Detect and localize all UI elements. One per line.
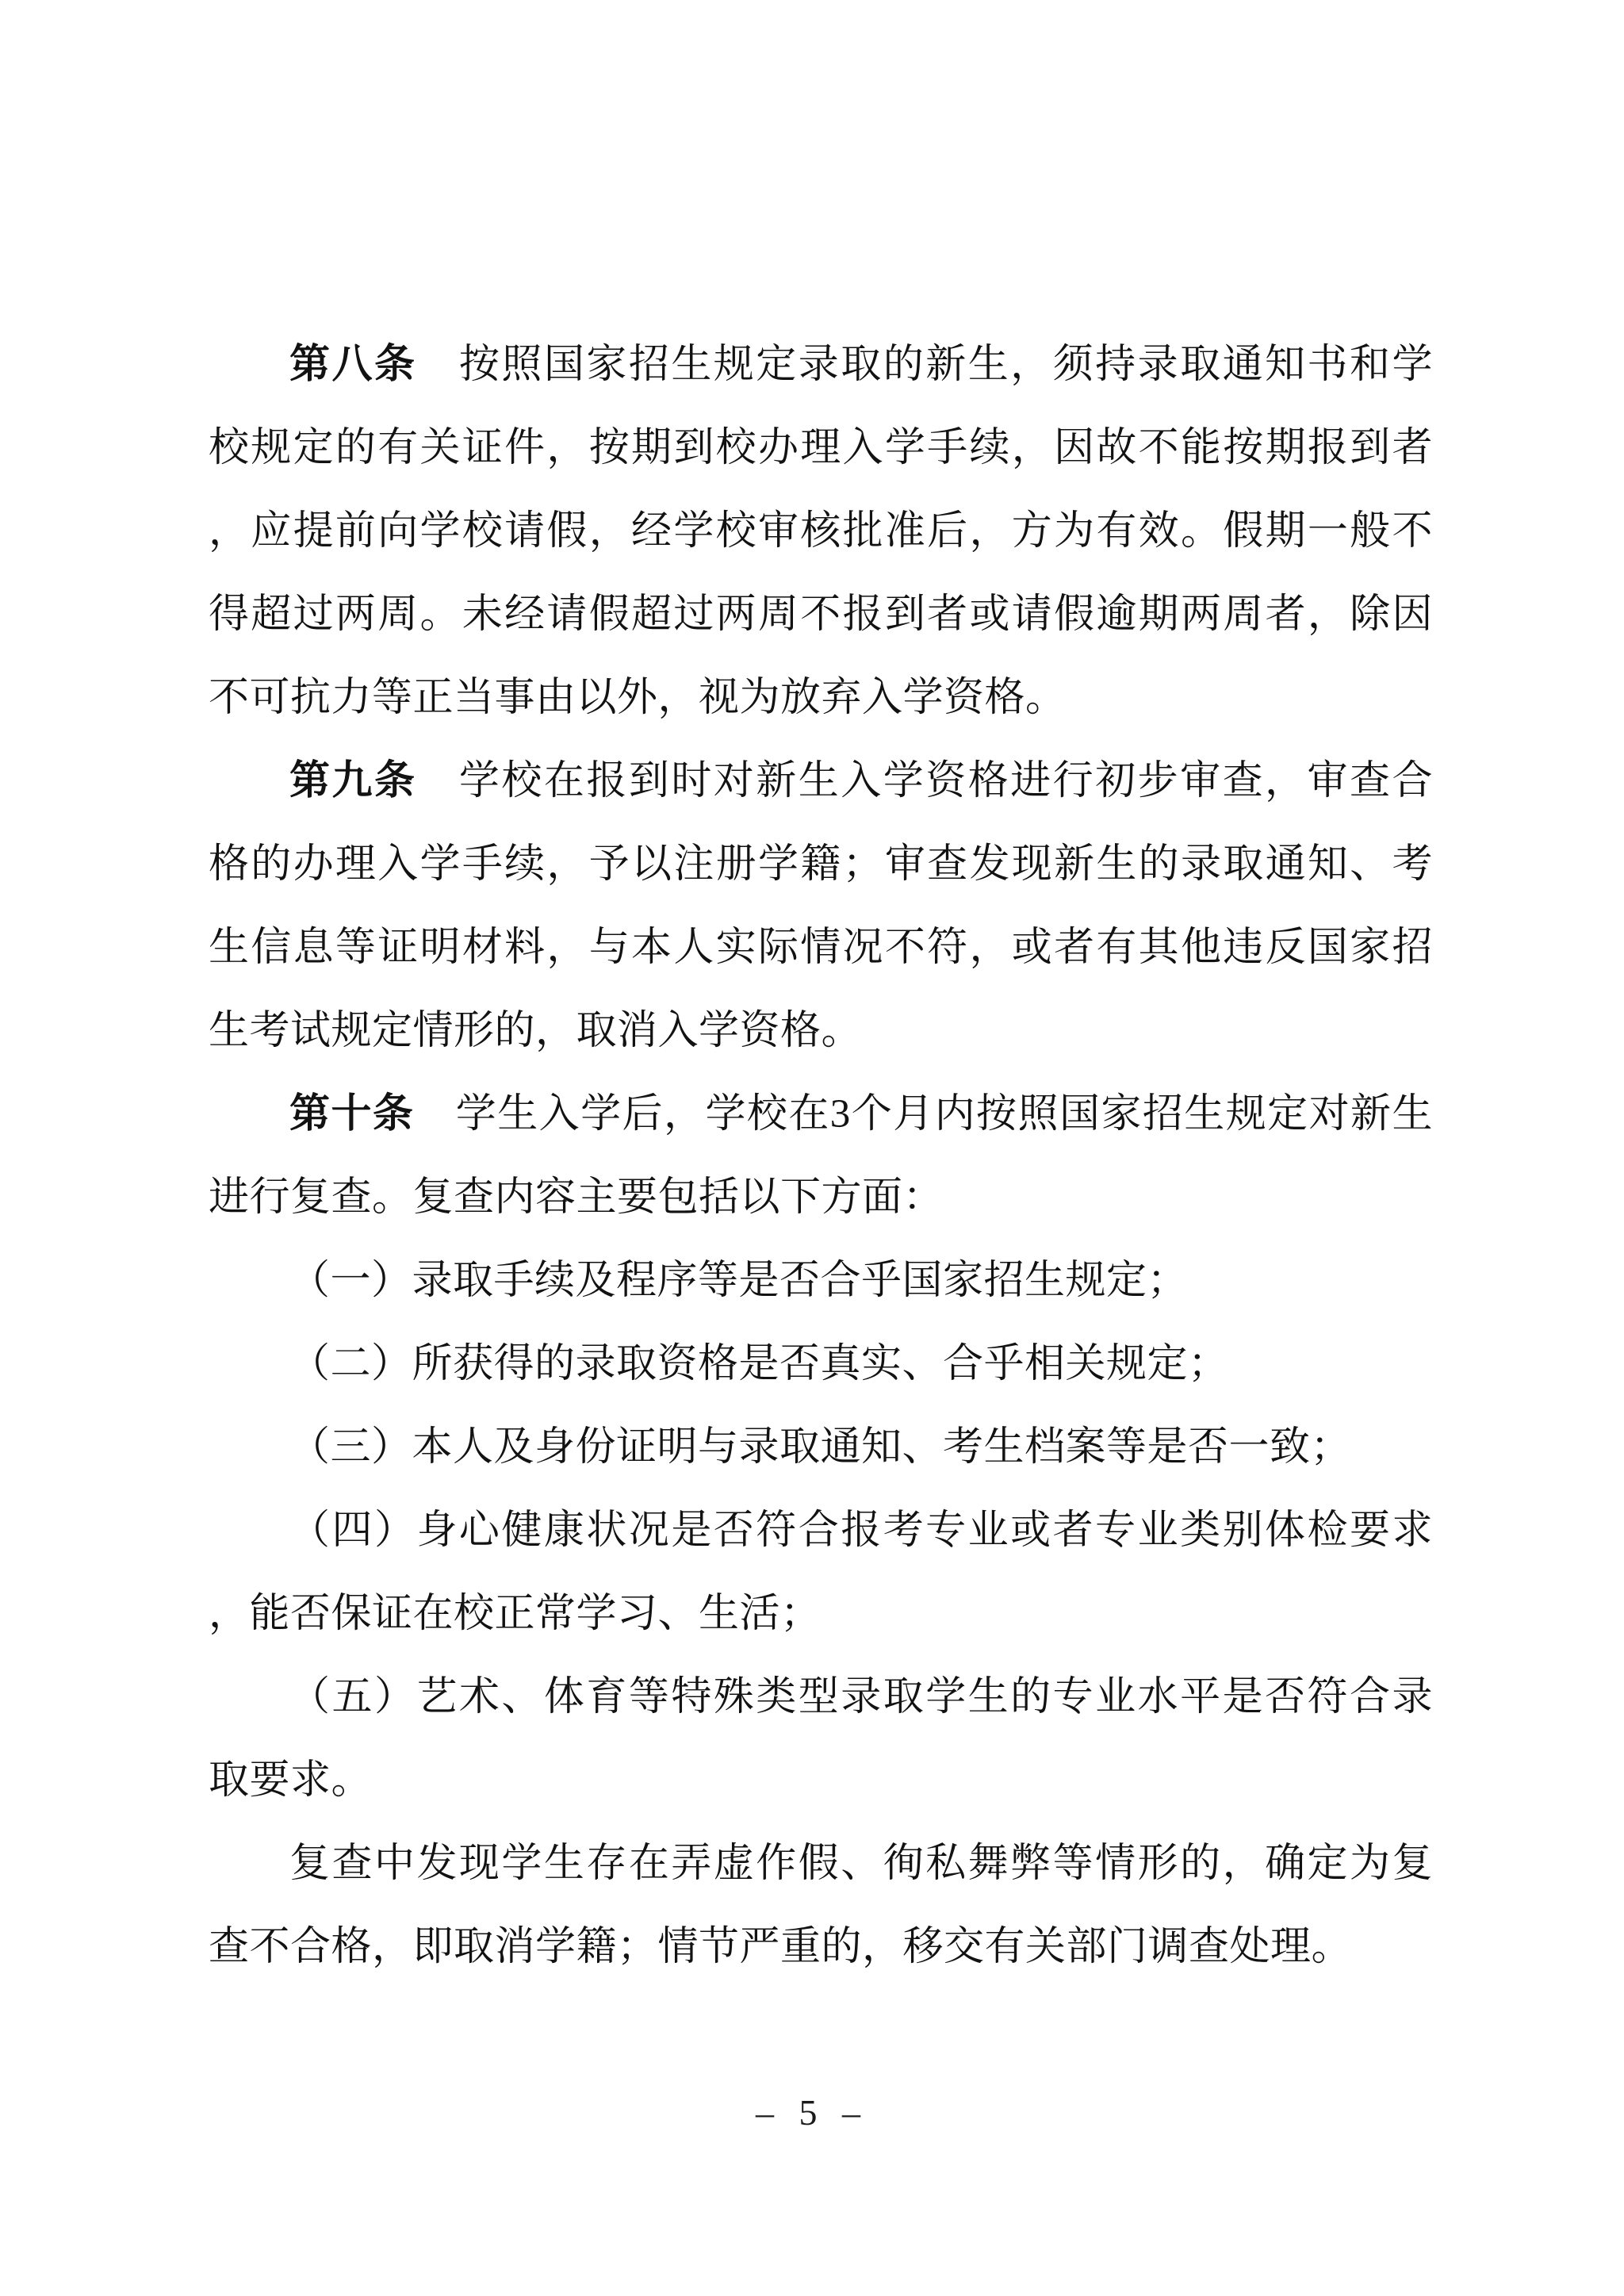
text-run: （四）身心健康状况是否符合报考专业或者专业类别体检要求 bbox=[289, 1508, 1433, 1553]
text-line bbox=[209, 1656, 1433, 1739]
text-run: 取要求。 bbox=[209, 1758, 373, 1803]
text-run: （二）所获得的录取资格是否真实、合乎相关规定； bbox=[289, 1342, 1229, 1386]
text-run: 得超过两周。未经请假超过两周不报到者或请假逾期两周者，除因 bbox=[209, 592, 1433, 637]
text-line bbox=[209, 1406, 1433, 1489]
text-line bbox=[209, 1240, 1433, 1323]
text-run: 生考试规定情形的，取消入学资格。 bbox=[209, 1009, 863, 1053]
text-run: 学校在报到时对新生入学资格进行初步审查，审查合 bbox=[416, 759, 1433, 803]
article-number: 第九条 bbox=[289, 759, 417, 803]
text-line bbox=[209, 1573, 1433, 1656]
page-number: – 5 – bbox=[756, 2092, 868, 2133]
text-run: ，能否保证在校正常学习、生活； bbox=[209, 1592, 822, 1636]
text-line bbox=[209, 907, 1433, 990]
text-run: 格的办理入学手续，予以注册学籍；审查发现新生的录取通知、考 bbox=[209, 842, 1433, 887]
text-run: 复查中发现学生存在弄虚作假、徇私舞弊等情形的，确定为复 bbox=[289, 1842, 1433, 1886]
text-line bbox=[209, 1739, 1433, 1823]
text-run: 学生入学后，学校在3个月内按照国家招生规定对新生 bbox=[414, 1092, 1433, 1137]
text-line bbox=[209, 1823, 1433, 1906]
text-run: 查不合格，即取消学籍；情节严重的，移交有关部门调查处理。 bbox=[209, 1925, 1353, 1969]
text-run: （三）本人及身份证明与录取通知、考生档案等是否一致； bbox=[289, 1425, 1352, 1470]
text-line bbox=[209, 324, 1433, 407]
text-line bbox=[209, 1156, 1433, 1240]
text-line bbox=[209, 657, 1433, 740]
text-run: 生信息等证明材料，与本人实际情况不符，或者有其他违反国家招 bbox=[209, 926, 1433, 970]
text-run: 按照国家招生规定录取的新生，须持录取通知书和学 bbox=[416, 343, 1433, 387]
text-run: ，应提前向学校请假，经学校审核批准后，方为有效。假期一般不 bbox=[209, 509, 1433, 554]
text-line bbox=[209, 407, 1433, 490]
text-run: 进行复查。复查内容主要包括以下方面： bbox=[209, 1175, 944, 1220]
text-line bbox=[209, 1073, 1433, 1156]
text-line bbox=[209, 490, 1433, 573]
text-run: 不可抗力等正当事由以外，视为放弃入学资格。 bbox=[209, 676, 1067, 720]
article-number: 第八条 bbox=[289, 343, 417, 387]
text-line bbox=[209, 1323, 1433, 1406]
text-line bbox=[209, 990, 1433, 1073]
text-line bbox=[209, 740, 1433, 823]
article-number: 第十条 bbox=[289, 1092, 415, 1137]
text-line bbox=[209, 573, 1433, 657]
text-line bbox=[209, 823, 1433, 907]
document-body bbox=[209, 324, 1433, 1989]
text-line bbox=[209, 1489, 1433, 1573]
text-run: （一）录取手续及程序等是否合乎国家招生规定； bbox=[289, 1259, 1189, 1303]
text-run: （五）艺术、体育等特殊类型录取学生的专业水平是否符合录 bbox=[289, 1675, 1433, 1719]
text-line bbox=[209, 1906, 1433, 1989]
text-run: 校规定的有关证件，按期到校办理入学手续，因故不能按期报到者 bbox=[209, 426, 1433, 470]
